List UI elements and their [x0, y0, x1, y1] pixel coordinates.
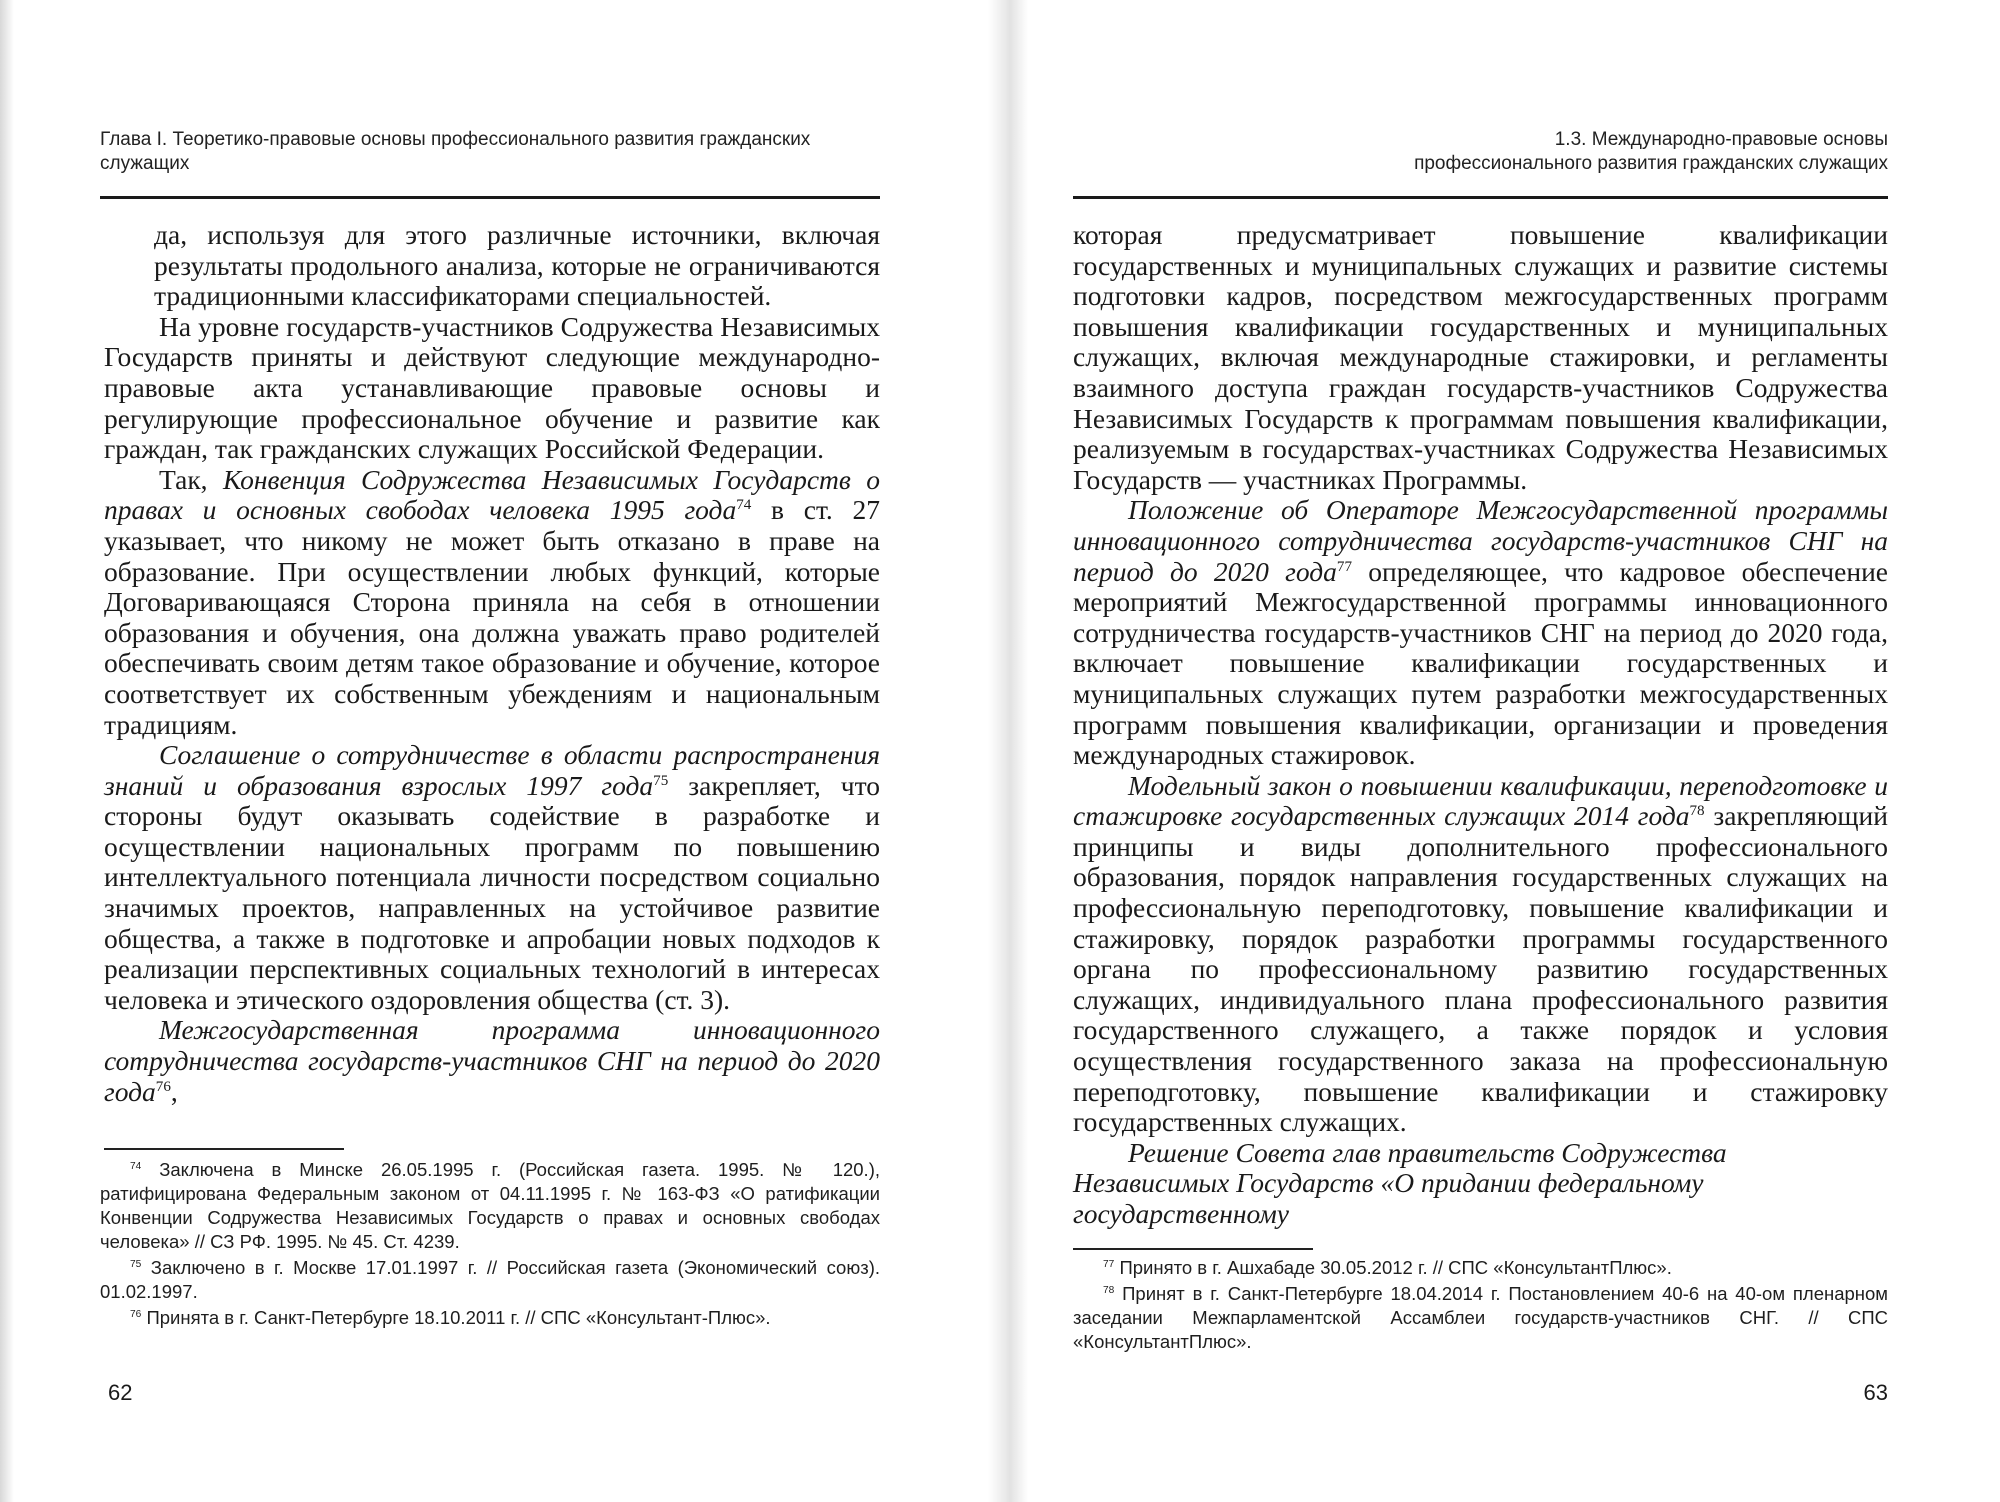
left-paragraph-4	[104, 740, 880, 1015]
left-body-text	[104, 220, 880, 1107]
left-footnotes	[100, 1158, 880, 1332]
footnote-74	[100, 1158, 880, 1254]
left-paragraph-3	[104, 465, 880, 740]
left-paragraph-4-rest: закрепляет, что стороны будут оказывать содействие в разработке и осуществлении национальных программ по повышению интеллектуального потенциала личности посредством социально значимых проектов, направленных на устойчивое развитие общества, а также в подготовке и апробации новых подходов к реализации перспективных социальных технологий в интересах человека и этического оздоровления общества (ст. 3).	[104, 769, 880, 1015]
right-paragraph-4	[1073, 1138, 1888, 1230]
footnote-77	[1073, 1256, 1888, 1280]
right-paragraph-3-rest: закрепляющий принципы и виды дополнительного профессионального образования, порядок направления государственных служащих на профессиональную переподготовку, повышение квалификации и стажировку, порядок разработки программы государственного органа по профессиональному развитию государственных служащих, индивидуального плана профессионального развития государственного служащего, а также порядок и условия осуществления государственного заказа на профессиональную переподготовку, повышение квалификации и стажировку государственных служащих.	[1073, 800, 1888, 1138]
right-footnote-rule	[1073, 1248, 1313, 1250]
footnote-ref-77[interactable]: 77	[1336, 558, 1353, 575]
right-header-line-2: профессионального развития гражданских служащих	[1414, 153, 1888, 174]
page-edge-shadow	[0, 0, 14, 1502]
footnote-number: 78	[1103, 1284, 1115, 1296]
right-paragraph-3	[1073, 771, 1888, 1138]
footnote-text: Принята в г. Санкт-Петербурге 18.10.2011 г. // СПС «Консультант-Плюс».	[146, 1307, 771, 1328]
left-running-header: Глава I. Теоретико-правовые основы профессионального развития гражданских служащих	[100, 129, 811, 174]
left-paragraph-2: На уровне государств-участников Содружества Независимых Государств приняты и действуют следующие международно-правовые акта устанавливающие правовые основы и регулирующие профессиональное обучение и развитие как граждан, так гражданских служащих Российской Федерации.	[104, 310, 880, 465]
footnote-76	[100, 1306, 880, 1330]
right-header-rule	[1073, 196, 1888, 199]
footnote-ref-74[interactable]: 74	[736, 497, 752, 514]
left-footnote-rule	[104, 1148, 344, 1150]
footnote-ref-76[interactable]: 76	[155, 1078, 171, 1095]
left-paragraph-3-lead: Так,	[159, 463, 223, 495]
left-paragraph-5-rest: ,	[170, 1075, 178, 1107]
interstate-program-title: Межгосударственная программа инновационного сотрудничества государств-участников СНГ на период до 2020 года	[104, 1014, 880, 1107]
left-page	[100, 0, 880, 1502]
right-paragraph-2	[1073, 495, 1888, 770]
model-law-2014-title: Модельный закон о повышении квалификации, переподготовке и стажировке государственных служащих 2014 года	[1073, 769, 1888, 832]
footnote-number: 74	[130, 1160, 142, 1172]
left-paragraph-3-rest: в ст. 27 указывает, что никому не может быть отказано в праве на образование. При осуществлении любых функций, которые Договаривающаяся Сторона приняла на себя в отношении образования и обучения, она должна уважать право родителей обеспечивать своим детям такое образование и обучение, которое соответствует их собственным убеждениям и национальным традициям.	[104, 494, 881, 740]
footnote-78	[1073, 1282, 1888, 1354]
left-paragraph-5	[104, 1015, 880, 1107]
right-header-line-1: 1.3. Международно-правовые основы	[1554, 129, 1888, 150]
left-header-rule	[100, 196, 880, 199]
footnote-75	[100, 1256, 880, 1304]
left-page-number: 62	[108, 1380, 133, 1405]
agreement-1997-title: Соглашение о сотрудничестве в области распространения знаний и образования взрослых 1997 года	[104, 739, 880, 801]
footnote-ref-75[interactable]: 75	[653, 772, 669, 789]
footnote-number: 77	[1103, 1258, 1115, 1270]
book-gutter	[988, 0, 1028, 1502]
operator-regulation-title: Положение об Операторе Межгосударственной программы инновационного сотрудничества государств-участников СНГ на период до 2020 года	[1073, 494, 1888, 587]
footnote-text: Принято в г. Ашхабаде 30.05.2012 г. // СПС «КонсультантПлюс».	[1119, 1257, 1672, 1278]
footnote-ref-78[interactable]: 78	[1689, 803, 1705, 820]
right-footnotes	[1073, 1256, 1888, 1356]
footnote-text: Заключена в Минске 26.05.1995 г. (Российская газета. 1995. № 120.), ратифицирована Федеральным законом от 04.11.1995 г. № 163-ФЗ «О ратификации Конвенции Содружества Независимых Государств о правах и основных свободах человека» // СЗ РФ. 1995. № 45. Ст. 4239.	[100, 1159, 881, 1252]
convention-1995-title: Конвенция Содружества Независимых Государств о правах и основных свободах человека 1995 года	[104, 463, 880, 526]
footnote-text: Принят в г. Санкт-Петербурге 18.04.2014 г. Постановлением 40-6 на 40-ом пленарном заседании Межпарламентской Ассамблеи государств-участников СНГ. // СПС «КонсультантПлюс».	[1073, 1283, 1889, 1352]
right-running-header	[1073, 128, 1888, 176]
right-body-text	[1073, 220, 1888, 1230]
footnote-text: Заключено в г. Москве 17.01.1997 г. // Российская газета (Экономический союз). 01.02.1997.	[100, 1257, 880, 1302]
footnote-number: 76	[130, 1308, 142, 1320]
right-paragraph-2-rest: определяющее, что кадровое обеспечение мероприятий Межгосударственной программы инновационного сотрудничества государств-участников СНГ на период до 2020 года, включает повышение квалификации государственных и муниципальных служащих путем разработки межгосударственных программ повышения квалификации, организации и проведения международных стажировок.	[1073, 555, 1888, 771]
right-paragraph-1: которая предусматривает повышение квалификации государственных и муниципальных служащих и развитие системы подготовки кадров, посредством межгосударственных программ повышения квалификации государственных и муниципальных служащих, включая международные стажировки, и регламенты взаимного доступа граждан государств-участников Содружества Независимых Государств к программам повышения квалификации, реализуемым в государствах-участниках Содружества Независимых Государств — участниках Программы.	[1073, 219, 1888, 495]
right-page	[1073, 0, 1888, 1502]
council-decision-title: Решение Совета глав правительств Содружества Независимых Государств «О придании федеральному государственному	[1073, 1136, 1727, 1229]
left-paragraph-1: да, используя для этого различные источники, включая результаты продольного анализа, которые не ограничиваются традиционными классификаторами специальностей.	[154, 219, 880, 312]
right-page-number: 63	[1863, 1380, 1888, 1405]
footnote-number: 75	[130, 1258, 142, 1270]
